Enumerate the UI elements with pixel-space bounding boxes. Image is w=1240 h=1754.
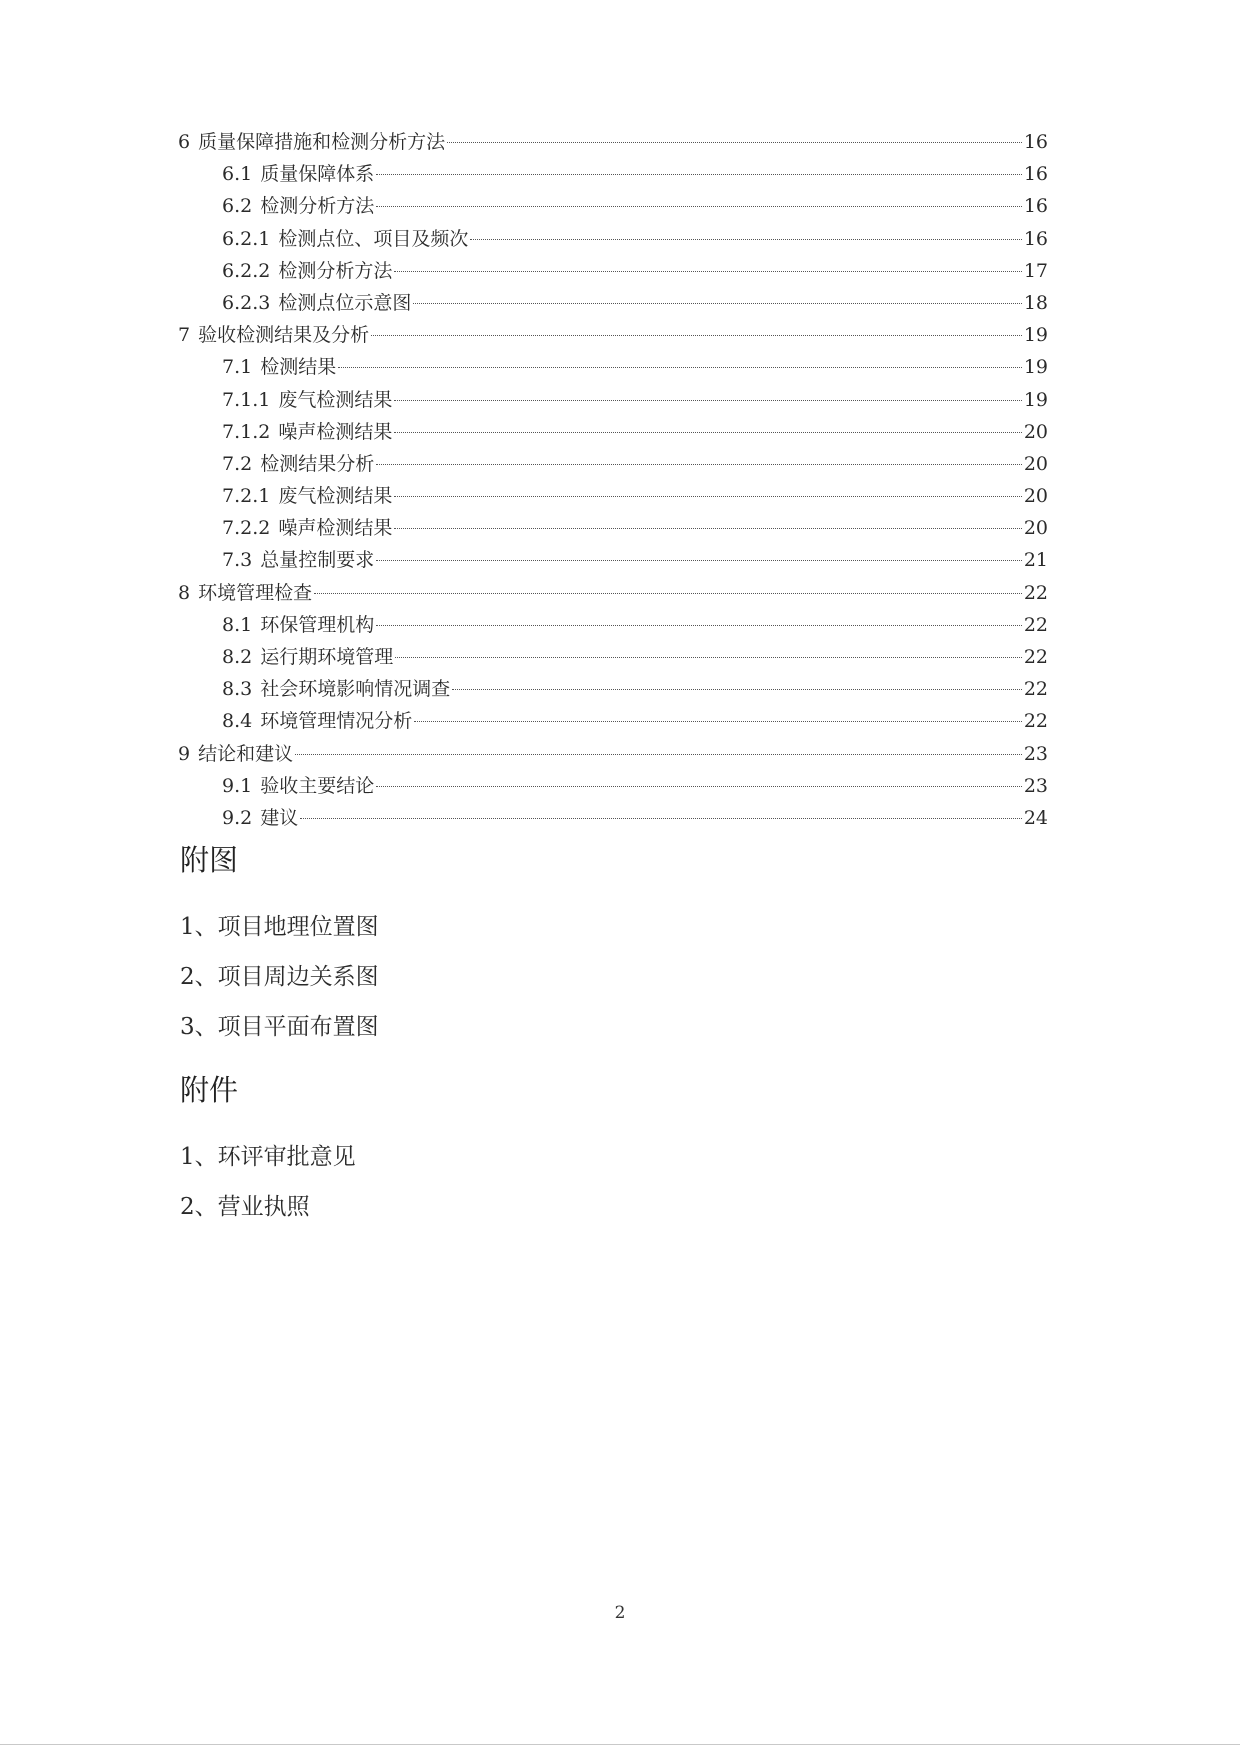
toc-dot-leader: [314, 593, 1022, 594]
toc-entry: [178, 351, 1048, 383]
toc-entry-page: 23: [1023, 774, 1048, 797]
figures-list: [180, 902, 780, 1052]
toc-dot-leader: [376, 206, 1022, 207]
toc-entry-title: 噪声检测结果: [278, 517, 393, 540]
toc-entry-number: 8.1: [222, 613, 253, 636]
toc-entry-title: 运行期环境管理: [260, 646, 394, 668]
attachments-list: [180, 1132, 780, 1232]
toc-entry-title: 总量控制要求: [260, 549, 375, 572]
toc-entry: [178, 480, 1048, 512]
toc-entry-number: 6: [178, 131, 191, 153]
toc-entry-page: 19: [1023, 324, 1048, 347]
toc-entry-number: 7.3: [222, 549, 253, 572]
toc-entry-title: 检测结果: [260, 356, 337, 379]
toc-entry-page: 20: [1023, 420, 1048, 443]
toc-dot-leader: [376, 625, 1022, 626]
toc-entry-page: 19: [1023, 356, 1048, 379]
attachments-heading: 附件: [180, 1073, 239, 1107]
toc-entry-page: 20: [1023, 452, 1048, 475]
toc-entry-page: 16: [1023, 163, 1048, 186]
toc-entry-title: 质量保障体系: [260, 163, 375, 186]
page-bottom-edge: [0, 1744, 1240, 1745]
toc-entry-title: 质量保障措施和检测分析方法: [198, 131, 446, 153]
toc-dot-leader: [376, 464, 1022, 465]
toc-entry: [178, 158, 1048, 190]
toc-entry: [178, 448, 1048, 480]
toc-dot-leader: [300, 818, 1022, 819]
toc-entry-title: 检测分析方法: [260, 195, 375, 218]
toc-dot-leader: [338, 367, 1022, 368]
toc-entry-page: 18: [1023, 291, 1048, 314]
toc-dot-leader: [414, 721, 1022, 722]
toc-dot-leader: [394, 400, 1021, 401]
toc-entry-page: 22: [1023, 646, 1048, 668]
toc-entry: [178, 577, 1048, 609]
toc-entry-title: 废气检测结果: [278, 388, 393, 411]
toc-entry-page: 19: [1023, 388, 1048, 411]
toc-dot-leader: [376, 174, 1022, 175]
toc-dot-leader: [452, 689, 1022, 690]
toc-entry: [178, 319, 1048, 351]
toc-entry: [178, 126, 1048, 158]
toc-entry-number: 8.4: [222, 710, 253, 733]
toc-entry-page: 20: [1023, 485, 1048, 508]
toc-entry-page: 16: [1023, 195, 1048, 218]
toc-dot-leader: [376, 560, 1022, 561]
toc-entry: [178, 287, 1048, 319]
page-number: 2: [614, 1603, 626, 1623]
toc-entry-title: 环保管理机构: [260, 613, 375, 636]
toc-entry-title: 检测分析方法: [278, 259, 393, 282]
toc-entry-title: 检测点位、项目及频次: [278, 227, 469, 250]
toc-entry: [178, 802, 1048, 834]
toc-entry: [178, 512, 1048, 544]
toc-entry: [178, 738, 1048, 770]
toc-entry-page: 16: [1023, 131, 1048, 153]
toc-entry-page: 22: [1023, 710, 1048, 733]
figures-heading: 附图: [180, 843, 239, 877]
toc-entry-title: 建议: [260, 806, 299, 829]
toc-dot-leader: [295, 754, 1022, 755]
attachment-list-item: 1、环评审批意见: [180, 1144, 356, 1170]
toc-entry-title: 噪声检测结果: [278, 420, 393, 443]
toc-entry-page: 22: [1023, 613, 1048, 636]
toc-entry-number: 7.1: [222, 356, 253, 379]
toc-entry: [178, 190, 1048, 222]
toc-entry: [178, 770, 1048, 802]
table-of-contents: [178, 126, 1048, 834]
toc-entry-number: 6.2: [222, 195, 253, 218]
toc-entry-title: 环境管理情况分析: [260, 710, 413, 733]
toc-dot-leader: [413, 303, 1021, 304]
toc-entry: [178, 223, 1048, 255]
toc-entry-number: 8: [178, 581, 191, 604]
toc-entry-page: 22: [1023, 678, 1048, 701]
toc-entry-number: 7.2.1: [222, 485, 271, 508]
toc-dot-leader: [376, 786, 1022, 787]
toc-entry-title: 验收主要结论: [260, 774, 375, 797]
toc-dot-leader: [394, 432, 1021, 433]
toc-entry-number: 7.1.1: [222, 388, 271, 411]
figure-list-item: 2、项目周边关系图: [180, 964, 379, 990]
toc-entry-number: 8.3: [222, 678, 253, 701]
toc-entry-page: 20: [1023, 517, 1048, 540]
toc-entry-page: 23: [1023, 742, 1048, 765]
toc-entry-page: 21: [1023, 549, 1048, 572]
toc-entry-title: 废气检测结果: [278, 485, 393, 508]
toc-dot-leader: [394, 271, 1021, 272]
toc-entry-number: 8.2: [222, 646, 253, 668]
toc-dot-leader: [470, 239, 1021, 240]
toc-entry-title: 社会环境影响情况调查: [260, 678, 451, 701]
figure-list-item: 3、项目平面布置图: [180, 1014, 379, 1040]
toc-entry: [178, 673, 1048, 705]
toc-entry: [178, 609, 1048, 641]
toc-entry-number: 7: [178, 324, 191, 347]
toc-entry-page: 17: [1023, 259, 1048, 282]
toc-dot-leader: [395, 657, 1022, 658]
toc-entry-number: 6.2.2: [222, 259, 271, 282]
toc-entry: [178, 384, 1048, 416]
toc-dot-leader: [394, 496, 1021, 497]
toc-dot-leader: [394, 528, 1021, 529]
toc-entry-number: 9.1: [222, 774, 253, 797]
toc-entry-number: 7.2.2: [222, 517, 271, 540]
toc-entry-number: 6.1: [222, 163, 253, 186]
toc-entry-title: 检测结果分析: [260, 452, 375, 475]
toc-entry-number: 7.1.2: [222, 420, 271, 443]
toc-entry-title: 验收检测结果及分析: [198, 324, 370, 347]
toc-entry-number: 9.2: [222, 806, 253, 829]
toc-entry-title: 结论和建议: [198, 742, 294, 765]
attachment-list-item: 2、营业执照: [180, 1194, 310, 1220]
toc-entry: [178, 416, 1048, 448]
toc-entry-number: 9: [178, 742, 191, 765]
toc-entry: [178, 641, 1048, 673]
toc-entry: [178, 705, 1048, 737]
toc-entry-page: 24: [1023, 806, 1048, 829]
toc-entry-title: 检测点位示意图: [278, 291, 412, 314]
toc-entry-page: 16: [1023, 227, 1048, 250]
toc-entry-page: 22: [1023, 581, 1048, 604]
toc-entry-number: 6.2.3: [222, 291, 271, 314]
figure-list-item: 1、项目地理位置图: [180, 914, 379, 940]
toc-entry: [178, 255, 1048, 287]
toc-entry: [178, 544, 1048, 576]
toc-dot-leader: [371, 335, 1022, 336]
toc-entry-title: 环境管理检查: [198, 581, 313, 604]
toc-dot-leader: [447, 142, 1022, 143]
toc-entry-number: 6.2.1: [222, 227, 271, 250]
toc-entry-number: 7.2: [222, 452, 253, 475]
